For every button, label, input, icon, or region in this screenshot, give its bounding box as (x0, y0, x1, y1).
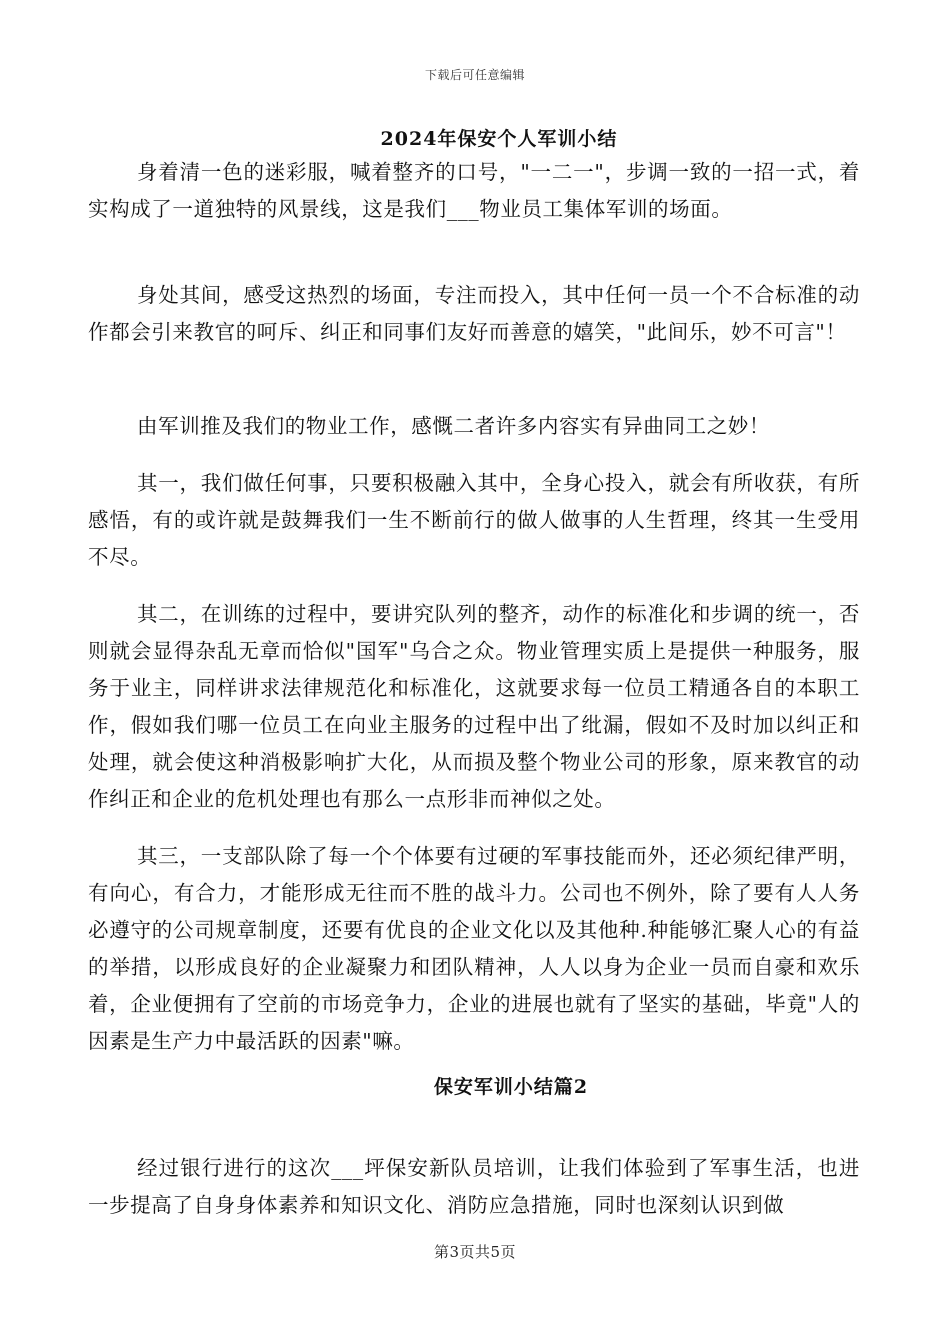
section-title: 2024年保安个人军训小结 (380, 128, 618, 150)
header-note: 下载后可任意编辑 (424, 68, 525, 82)
paragraph: 由军训推及我们的物业工作，感慨二者许多内容实有异曲同工之妙！ (137, 414, 770, 438)
section-title: 保安军训小结篇2 (433, 1076, 589, 1098)
paragraph: 其三，一支部队除了每一个个体要有过硬的军事技能而外，还必须纪律严明，有向心，有合力，才能形成无往而不胜的战斗力。公司也不例外，除了要有人人务必遵守的公司规章制度，还要有优良的企业文化以及其他种.种能够汇聚人心的有益的举措，以形成良好的企业凝聚力和团队精神，人人以身为企业一员而自豪和欢乐着，企业便拥有了空前的市场竞争力，企业的进展也就有了坚实的基础，毕竟"人的因素是生产力中最活跃的因素"嘛。 (88, 844, 860, 1053)
paragraph: 身着清一色的迷彩服，喊着整齐的口号，"一二一"，步调一致的一招一式，着实构成了一道独特的风景线，这是我们___物业员工集体军训的场面。 (88, 160, 860, 221)
paragraph: 经过银行进行的这次___坪保安新队员培训，让我们体验到了军事生活，也进一步提高了自身身体素养和知识文化、消防应急措施，同时也深刻认识到做 (88, 1156, 860, 1217)
paragraph: 身处其间，感受这热烈的场面，专注而投入，其中任何一员一个不合标准的动作都会引来教官的呵斥、纠正和同事们友好而善意的嬉笑，"此间乐，妙不可言"！ (88, 283, 860, 344)
paragraph: 其一，我们做任何事，只要积极融入其中，全身心投入，就会有所收获，有所感悟，有的或许就是鼓舞我们一生不断前行的做人做事的人生哲理，终其一生受用不尽。 (88, 471, 860, 569)
page-number: 第3页共5页 (433, 1243, 517, 1261)
paragraph: 其二，在训练的过程中，要讲究队列的整齐，动作的标准化和步调的统一，否则就会显得杂乱无章而恰似"国军"乌合之众。物业管理实质上是提供一种服务，服务于业主，同样讲求法律规范化和标准化，这就要求每一位员工精通各自的本职工作，假如我们哪一位员工在向业主服务的过程中出了纰漏，假如不及时加以纠正和处理，就会使这种消极影响扩大化，从而损及整个物业公司的形象，原来教官的动作纠正和企业的危机处理也有那么一点形非而神似之处。 (88, 602, 860, 811)
